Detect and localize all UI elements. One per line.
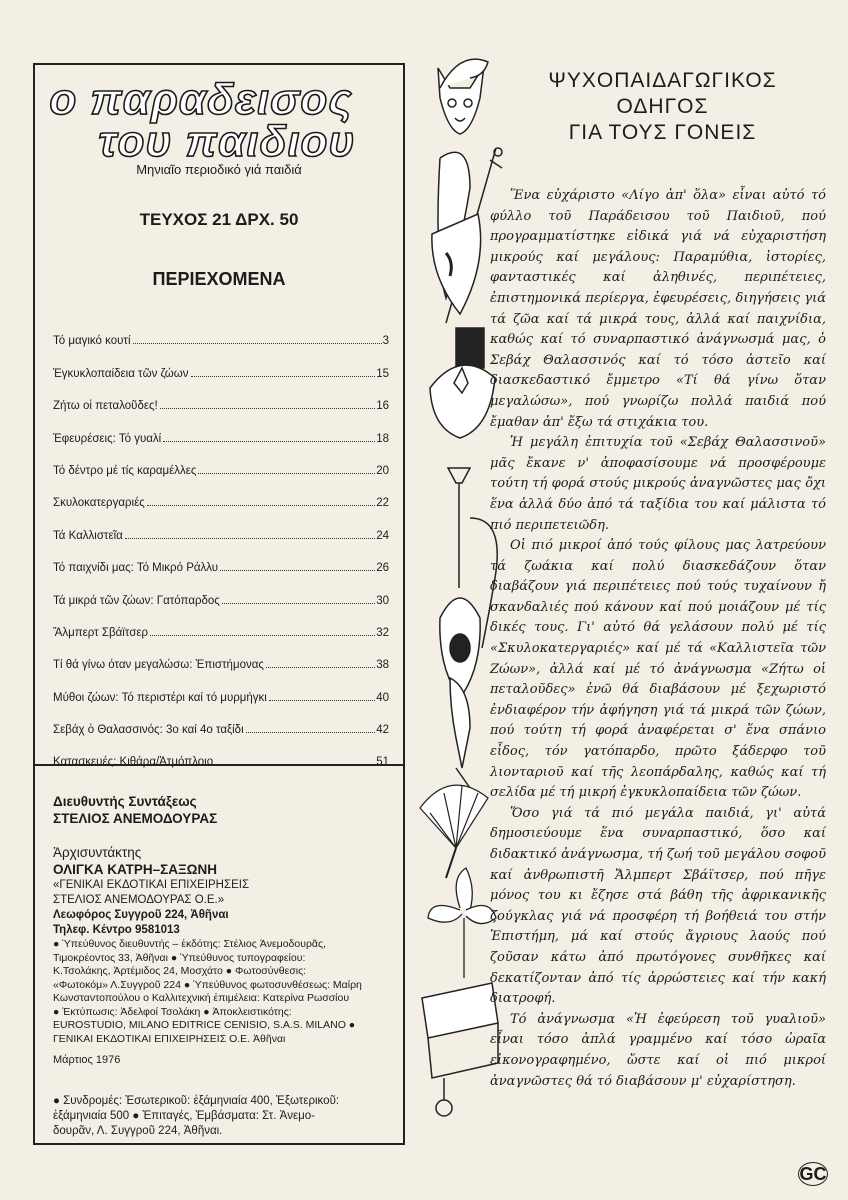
credit-line: ΓΕΝΙΚΑΙ ΕΚΔΟΤΙΚΑΙ ΕΠΙΧΕΙΡΗΣΕΙΣ Ο.Ε. Ἀθῆναι [53, 1032, 286, 1045]
toc-item-page: 20 [376, 464, 389, 477]
toc-leader [147, 505, 375, 506]
imprint [53, 793, 393, 1139]
toc-item-label: Ζήτω οἱ πεταλοῦδες! [53, 400, 158, 413]
credit-line: Κωνσταντοπούλου ο Καλλιτεχνική ἐπιμέλεια: Κατερίνα Ρωσσίου [53, 992, 350, 1004]
toc-leader [160, 408, 375, 409]
article-paragraph: Οἱ πιό μικροί ἀπό τούς φίλους μας λατρεύουν τά ζωάκια καί πολύ διασκεδάζουν ὅταν διαβάζουν γιά περιπέτειες πού τούς τυχαίνουν ἤ σκανδαλιές πού κάνουν καί πού μοιάζουν μέ τίς δικές τους. Γι' αὐτό θά γελάσουν πολύ μέ τίς «Σκυλοκατεργαριές» καί μέ τά «Καλλιστεῖα τῶν Ζώων», ἀλλά καί μέ τό ἀνάγνωσμα «Ζήτω οἱ πεταλοῦδες» ἐνῶ θά διαβάσουν μέ ξεχωριστό ἐνδιαφέρον τήν ἀφήγηση γιά τά μικρά τῶν ζώων, πού τούτη τή φορά ἀναφέρεται σ' ἕνα σπάνιο εἶδος, τόν γατόπαρδο, πρῶτο ξάδερφο τοῦ λιονταριοῦ καί τῆς λεοπάρδαλης, καθώς καί τή σελίδα μέ τή μικρή ἐγκυκλοπαίδεια τῶν ζώων. [490, 538, 826, 801]
publisher-line: ΣΤΕΛΙΟΣ ΑΝΕΜΟΔΟΥΡΑΣ Ο.Ε.» [53, 894, 225, 906]
toc-item-page: 16 [376, 400, 389, 413]
toc-leader [220, 570, 375, 571]
toc-item-page: 18 [376, 432, 389, 445]
article-paragraph: Τό ἀνάγνωσμα «Ἡ ἐφεύρεση τοῦ γυαλιοῦ» εἶναι τόσο ἁπλά γραμμένο καί τόσο ὡραῖα εἰκονογραφημένο, ὥστε καί οἱ πιό μικροί ἀναγνῶστες θά τό διαβάσουν μ' εὐχαρίστηση. [490, 1011, 826, 1089]
toc-item [53, 380, 389, 412]
toc-leader [163, 441, 375, 442]
toc-item-label: Τί θά γίνω όταν μεγαλώσω: Ἐπιστήμονας [53, 659, 264, 672]
toc-leader [133, 343, 382, 344]
flower-icon [428, 868, 496, 978]
toc-item [53, 704, 389, 736]
toc-leader [266, 667, 375, 668]
toc-leader [150, 635, 375, 636]
toc-item-page: 24 [376, 529, 389, 542]
toc-item-label: Τά Καλλιστεῖα [53, 529, 123, 542]
toc-item-label: Μύθοι ζώων: Τό περιστέρι καί τό μυρμήγκι [53, 691, 267, 704]
issue-price: ΤΕΥΧΟΣ 21 ΔΡΧ. 50 [139, 210, 299, 229]
editor-role: Ἀρχισυντάκτης [53, 845, 142, 860]
magazine-title-line1: ο παραδεισος [49, 75, 353, 124]
toc-item [53, 509, 389, 541]
dagger-icon [450, 678, 470, 788]
article-heading-line: ΟΔΗΓΟΣ [616, 95, 709, 118]
toc-item-label: Κατασκευές: Κιθάρα/Ἀτμόπλοιο [53, 756, 214, 769]
toc-item-label: Τό δέντρο μέ τίς καραμέλλες [53, 464, 197, 477]
toc-item-page: 38 [376, 659, 389, 672]
credit-line: ● Ὑπεύθυνος διευθυντής – ἐκδότης: Στέλιος Ἀνεμοδουρᾶς, [53, 938, 326, 950]
article-heading [520, 68, 805, 146]
toc-item [53, 607, 389, 639]
toc-item [53, 639, 389, 671]
toc-item-page: 40 [376, 691, 389, 704]
toc-item-label: Τά μικρά τῶν ζώων: Γατόπαρδος [53, 594, 220, 607]
toc-leader [269, 700, 375, 701]
toc-item [53, 477, 389, 509]
subscription-line: ἑξάμηνιαία 500 ● Ἐπιταγές, Ἐμβάσματα: Στ. Ἀνεμο- [53, 1110, 315, 1122]
treasure-chest-icon [422, 983, 498, 1116]
toc-item-page: 42 [376, 724, 389, 737]
left-panel [33, 63, 405, 1145]
toc-leader [198, 473, 375, 474]
director-name: ΣΤΕΛΙΟΣ ΑΝΕΜΟΔΟΥΡΑΣ [53, 811, 218, 826]
toc-item-label: Σκυλοκατεργαριές [53, 497, 145, 510]
toc-leader [125, 538, 375, 539]
toc-item-page: 26 [376, 562, 389, 575]
director-role: Διευθυντής Συντάξεως [53, 794, 197, 809]
article-body [490, 186, 826, 1092]
toc-item-page: 51 [376, 756, 389, 769]
toc-item-page: 22 [376, 497, 389, 510]
subscription-line: δουρᾶν, Λ. Συγγροῦ 224, Ἀθῆναι. [53, 1125, 223, 1137]
publisher-line: «ΓΕΝΙΚΑΙ ΕΚΔΟΤΙΚΑΙ ΕΠΙΧΕΙΡΗΣΕΙΣ [53, 879, 250, 891]
toc-item-label: Σεβάχ ὁ Θαλασσινός: 3ο καί 4ο ταξίδι [53, 724, 244, 737]
publisher-phone: Τηλεφ. Κέντρο 9581013 [53, 924, 180, 936]
credit-line: «Φωτοκόμ» Λ.Συγγροῦ 224 ● Ὑπεύθυνος φωτοσυνθέσεως: Μαίρη [53, 978, 362, 991]
credit-line: EUROSTUDIO, MILANO EDITRICE CENISIO, S.A.S. MILANO ● [53, 1019, 356, 1031]
article-heading-line: ΓΙΑ ΤΟΥΣ ΓΟΝΕΙΣ [568, 121, 757, 144]
toc-item [53, 574, 389, 606]
hookah-icon [440, 468, 497, 698]
credit-line: Κ.Τσολάκης, Ἀρτέμιδος 24, Μοσχάτο ● Φωτοσύνθεσις: [53, 965, 307, 977]
subscription-line: ● Συνδρομές: Ἐσωτερικοῦ: ἑξάμηνιαία 400, Ἐξωτερικοῦ: [53, 1095, 340, 1107]
credit-line: ● Ἐκτύπωσις: Ἀδελφοί Τσολάκη ● Ἀποκλειστικότης: [53, 1005, 292, 1018]
toc-item-label: Τό παιχνίδι μας: Τό Μικρό Ράλλυ [53, 562, 219, 575]
toc-item [53, 445, 389, 477]
toc-item [53, 412, 389, 444]
issue-date: Μάρτιος 1976 [53, 1054, 121, 1066]
magazine-subtitle: Μηνιαῖο περιοδικό γιά παιδιά [136, 162, 302, 177]
toc-item [53, 347, 389, 379]
magazine-title-line2: του παιδιου [98, 117, 356, 166]
contents-heading: ΠΕΡΙΕΧΟΜΕΝΑ [152, 269, 286, 289]
article-paragraph: Ἡ μεγάλη ἐπιτυχία τοῦ «Σεβάχ Θαλασσινοῦ» μᾶς ἔκανε ν' ἀποφασίσουμε νά προσφέρουμε τούτη τή φορά στούς μικρούς ἀναγνῶστες μας ὄχι ἕνα ἀλλά δύο ἀπό τά ταξίδια του καί μάλιστα τό πιό περιπετειῶδη. [490, 435, 826, 533]
toc-leader [222, 603, 375, 604]
toc-item [53, 542, 389, 574]
toc-item-label: Ἄλμπερτ Σβάϊτσερ [53, 626, 148, 639]
editor-name: ΟΛΙΓΚΑ ΚΑΤΡΗ–ΣΑΞΩΝΗ [53, 862, 218, 877]
toc-item [53, 315, 389, 347]
fan-icon [420, 785, 488, 878]
toc-leader [191, 376, 376, 377]
publisher-address: Λεωφόρος Συγγροῦ 224, Ἀθῆναι [53, 909, 229, 921]
article-heading-line: ΨΥΧΟΠΑΙΔΑΓΩΓΙΚΟΣ [548, 69, 777, 92]
section-divider [35, 764, 403, 766]
toc-item-label: Ἐφευρέσεις: Τό γυαλί [53, 432, 162, 445]
article-paragraph: Ὅσο γιά τά πιό μεγάλα παιδιά, γι' αὐτά δημοσιεύουμε ἕνα συναρπαστικό, ὅσο καί διδακτικό ἀνάγνωσμα, τή ζωή τοῦ μεγάλου σοφοῦ καί ἀνθρωπιστῆ Ἄλμπερτ Σβάϊτσερ, πού πῆγε μόνος του κι ἔζησε στά βάθη τῆς ἀφρικανικῆς ζούγκλας γιά νά προσφέρη τή βοήθειά του στήν Ἐπιστήμη, μά καί στούς ἄγριους λαούς πού ζοῦσαν κάτω ἀπό πρωτόγονες συνθῆκες καί δεκατίζονταν ἀπό τίς ἀρρώστειες καί τήν κακή διατροφή. [490, 805, 826, 1007]
toc-item-page: 15 [376, 367, 389, 380]
table-of-contents [53, 315, 389, 768]
toc-item-page: 32 [376, 626, 389, 639]
article-paragraph: Ἕνα εὐχάριστο «Λίγο ἀπ' ὅλα» εἶναι αὐτό τό φύλλο τοῦ Παράδεισου τοῦ Παιδιοῦ, πού προγραμματίστηκε εἰδικά γιά νά εὐχαριστήση μικρούς καί μεγάλους: Παραμύθια, ἱστορίες, φανταστικές καί ἀληθινές, περιπέτειες, ἐπιστημονικά περίεργα, ἐφευρέσεις, διηγήσεις γιά τά ζῶα καί τά μικρά τους, ἀλλά καί παιχνίδια, καθώς καί τό συναρπαστικό ἀνάγνωσμά μας, ὁ Σεβάχ Θαλασσινός καί τό τόσο ἀστεῖο καί διασκεδαστικό ἔμμετρο «Τί θά γίνω ὅταν μεγαλώσω», πού γνωρίζω πολλά παιδιά πού ἔμαθαν ἀπ' ἔξω τά στιχάκια του. [490, 188, 826, 430]
corner-logo: GC [799, 1164, 827, 1184]
credit-line: Τιμοκρέοντος 33, Ἀθῆναι ● Ὑπεύθυνος τυπογραφείου: [53, 951, 306, 964]
toc-item [53, 671, 389, 703]
toc-leader [246, 732, 376, 733]
toc-item-label: Ἐγκυκλοπαίδεια τῶν ζώων [53, 367, 189, 380]
toc-item-label: Τό μαγικό κουτί [53, 335, 131, 348]
cat-musketeer-icon [438, 59, 488, 134]
turban-icon [430, 328, 495, 438]
toc-item-page: 30 [376, 594, 389, 607]
toc-item-page: 3 [382, 335, 389, 348]
